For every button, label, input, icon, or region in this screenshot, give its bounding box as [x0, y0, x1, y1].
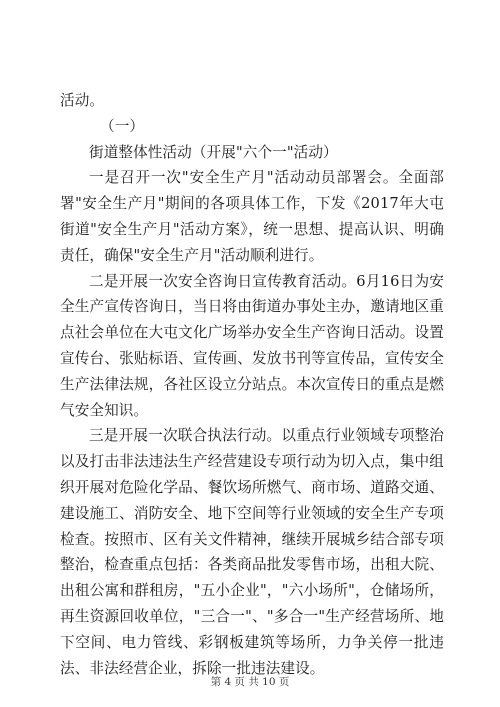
- paragraph-item-1: 一是召开一次"安全生产月"活动动员部署会。全面部署"安全生产月"期间的各项具体工作，下发《2017年大屯街道"安全生产月"活动方案》，统一思想、提高认识、明确责任，确保"安全生产月"活动顺利进行。: [60, 169, 444, 264]
- paragraph-item-2: 二是开展一次安全咨询日宣传教育活动。6月16日为安全生产宣传咨询日，当日将由街道办事处主办，邀请地区重点社会单位在大屯文化广场举办安全生产咨询日活动。设置宣传台、张贴标语、宣传画、发放书刊等宣传品，宣传安全生产法律法规，各社区设立分站点。本次宣传日的重点是燃气安全知识。: [60, 272, 444, 419]
- document-body: [60, 88, 444, 681]
- paragraph-continuation: 活动。: [60, 92, 105, 109]
- page-footer: 第 4 页 共 10 页: [210, 676, 290, 688]
- section-heading: 街道整体性活动（开展"六个一"活动）: [89, 143, 338, 161]
- section-number: （一）: [100, 117, 145, 135]
- paragraph-item-3: 三是开展一次联合执法行动。以重点行业领域专项整治以及打击非法违法生产经营建设专项行动为切入点，集中组织开展对危险化学品、餐饮场所燃气、商市场、道路交通、建设施工、消防安全、地下空间等行业领域的安全生产专项检查。按照市、区有关文件精神，继续开展城乡结合部专项整治，检查重点包括：各类商品批发零售市场，出租大院、出租公寓和群租房，"五小企业"，"六小场所"，仓储场所，再生资源回收单位，"三合一"、"多合一"生产经营场所、地下空间、电力管线、彩钢板建筑等场所，力争关停一批违法、非法经营企业，拆除一批违法建设。: [60, 427, 444, 677]
